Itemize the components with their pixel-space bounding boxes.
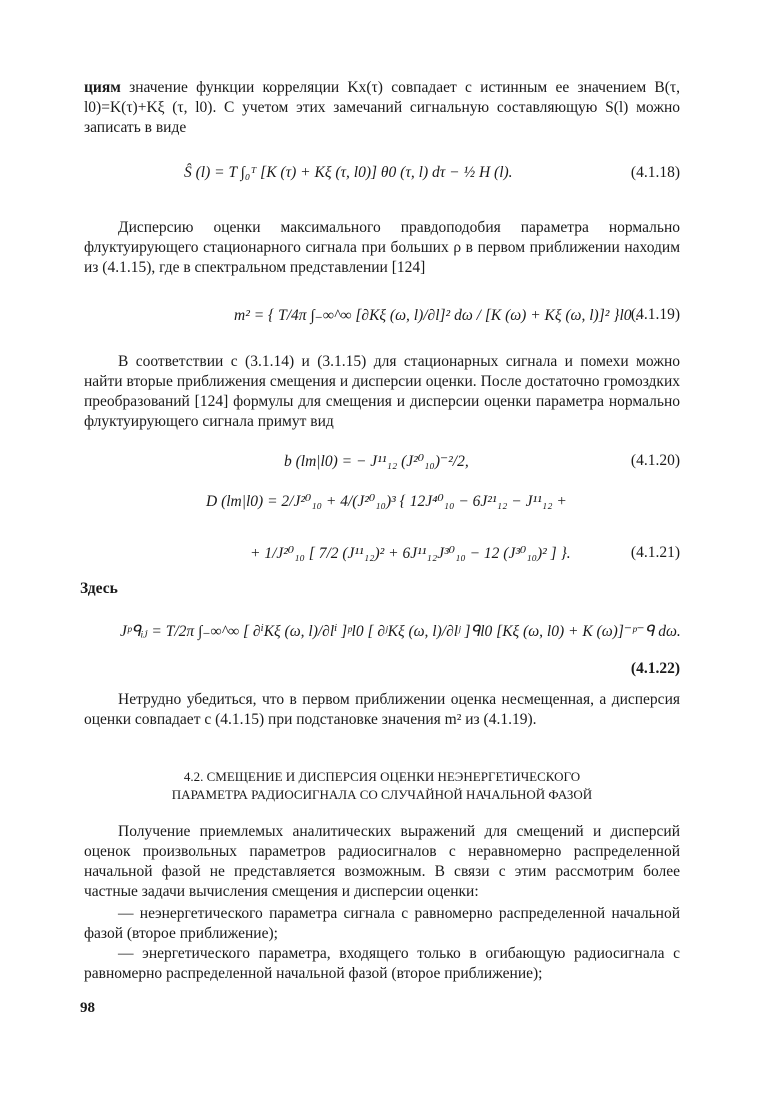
paragraph-unbiased: Нетрудно убедиться, что в первом приближении оценка несмещенная, а дисперсия оценки совпадает с (4.1.15) при подстановке значения m² из (4.1.19). [84,691,680,728]
equation-4-1-21-line1 [84,492,680,518]
label-zdes: Здесь [80,580,118,597]
equation-number: (4.1.20) [630,452,680,469]
equation-number: (4.1.22) [630,660,680,677]
equation-4-1-19 [84,306,680,332]
paragraph-text: значение функции корреляции Kx(τ) совпадает с истинным ее значением B(τ, l0)=K(τ)+Kξ (τ, l0). С учетом этих замечаний сигнальную составляющую S(l) можно записать в виде [84,79,680,136]
list-item-nonenergetic: — неэнергетического параметра сигнала с равномерно распределенной начальной фазой (второе приближение); [84,905,680,942]
list-item-energetic: — энергетического параметра, входящего только в огибающую радиосигнала с равномерно распределенной начальной фазой (второе приближение); [84,945,680,982]
equation-body: m² = { T/4π ∫₋∞^∞ [∂Kξ (ω, l)/∂l]² dω / [K (ω) + Kξ (ω, l)]² }l0 . [234,307,640,324]
page-number: 98 [80,1000,95,1016]
equation-body: b (lm|l0) = − J¹¹₁₂ (J²⁰₁₀)⁻²/2, [284,453,469,470]
section-heading-line2: ПАРАМЕТРА РАДИОСИГНАЛА СО СЛУЧАЙНОЙ НАЧАЛЬНОЙ ФАЗОЙ [171,787,593,802]
equation-body: D (lm|l0) = 2/J²⁰₁₀ + 4/(J²⁰₁₀)³ { 12J⁴⁰₁₀ − 6J²¹₁₂ − J¹¹₁₂ + [206,493,567,510]
paragraph-continuation [84,78,680,138]
paragraph-second-approx: В соответствии с (3.1.14) и (3.1.15) для стационарных сигнала и помехи можно найти вторые приближения смещения и дисперсии оценки. После достаточно громоздких преобразований [124] формулы для смещения и дисперсии оценки параметра нормально флуктуирующего сигнала примут вид [84,353,680,430]
equation-number: (4.1.21) [630,544,680,561]
equation-body: + 1/J²⁰₁₀ [ 7/2 (J¹¹₁₂)² + 6J¹¹₁₂J³⁰₁₀ − 12 (J³⁰₁₀)² ] }. [250,545,571,562]
equation-number: (4.1.19) [630,306,680,323]
section-heading [84,768,680,804]
paragraph-intro: Получение приемлемых аналитических выражений для смещений и дисперсий оценок произвольных параметров радиосигналов с неравномерно распределенной начальной фазой не представляется возможным. В связи с этим рассмотрим более частные задачи вычисления смещения и дисперсии оценки: [84,823,680,900]
equation-4-1-18 [84,164,680,190]
equation-4-1-22-number [84,660,680,686]
equation-4-1-20 [84,452,680,478]
equation-body: Jᵖᑫᵢⱼ = T/2π ∫₋∞^∞ [ ∂ⁱKξ (ω, l)/∂lⁱ ]ᵖl0 [ ∂ʲKξ (ω, l)/∂lʲ ]ᑫl0 [Kξ (ω, l0) + K (ω)]⁻ᵖ⁻ᑫ dω. [120,623,681,640]
equation-number: (4.1.18) [630,164,680,181]
lead-word: циям [84,79,121,96]
equation-body: Ŝ (l) = T ∫₀ᵀ [K (τ) + Kξ (τ, l0)] θ0 (τ, l) dτ − ½ H (l). [184,164,513,181]
equation-4-1-22 [84,622,680,648]
paragraph-variance: Дисперсию оценки максимального правдоподобия параметра нормально флуктуирующего стационарного сигнала при больших ρ в первом приближении находим из (4.1.15), где в спектральном представлении [124] [84,219,680,276]
equation-4-1-21-line2 [84,544,680,570]
section-heading-line1: 4.2. СМЕЩЕНИЕ И ДИСПЕРСИЯ ОЦЕНКИ НЕЭНЕРГЕТИЧЕСКОГО [183,769,581,784]
